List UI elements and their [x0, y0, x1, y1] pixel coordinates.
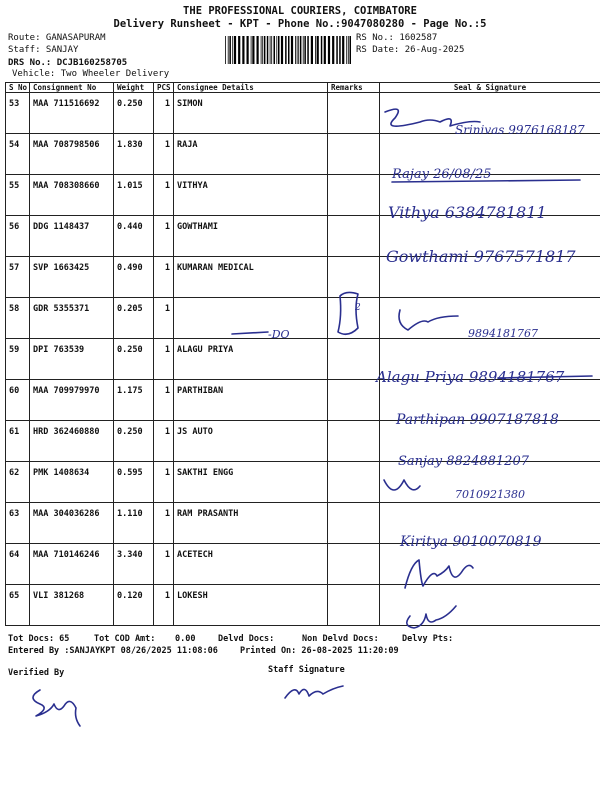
row-consignment-no: HRD 362460880 — [30, 421, 114, 462]
svg-text:Rajay 26/08/25: Rajay 26/08/25 — [392, 167, 492, 182]
row-consignee: ACETECH — [174, 544, 328, 585]
row-weight: 3.340 — [114, 544, 154, 585]
row-sno: 55 — [6, 175, 30, 216]
row-sno: 63 — [6, 503, 30, 544]
delivery-points: Delvy Pts: — [402, 634, 454, 644]
non-delivered-docs: Non Delvd Docs: — [302, 634, 379, 644]
printed-on: Printed On: 26-08-2025 11:20:09 — [240, 646, 399, 656]
row-pcs: 1 — [154, 175, 174, 216]
col-remarks: Remarks — [328, 83, 380, 93]
verified-by-signature — [33, 690, 80, 726]
row-sno: 54 — [6, 134, 30, 175]
signature-row-60 — [395, 412, 559, 428]
row-sno: 60 — [6, 380, 30, 421]
row-consignee: RAM PRASANTH — [174, 503, 328, 544]
svg-text:7010921380: 7010921380 — [455, 488, 525, 501]
row-consignee: VITHYA — [174, 175, 328, 216]
staff-label: Staff: SANJAY — [8, 45, 79, 55]
row-weight: 0.595 — [114, 462, 154, 503]
row-consignee: KUMARAN MEDICAL — [174, 257, 328, 298]
rs-date: RS Date: 26-Aug-2025 — [356, 45, 465, 55]
row-weight: 1.830 — [114, 134, 154, 175]
delivered-docs: Delvd Docs: — [218, 634, 275, 644]
col-pcs: PCS — [154, 83, 174, 93]
col-weight: Weight — [114, 83, 154, 93]
svg-text:Parthipan 9907187818: Parthipan 9907187818 — [396, 412, 559, 428]
row-sno: 61 — [6, 421, 30, 462]
row-pcs: 1 — [154, 339, 174, 380]
staff-signature-label: Staff Signature — [268, 665, 345, 675]
total-cod-label: Tot COD Amt: — [94, 634, 156, 644]
row-pcs: 1 — [154, 585, 174, 626]
signature-row-65 — [407, 606, 456, 628]
row-weight: 1.110 — [114, 503, 154, 544]
runsheet-subtitle: Delivery Runsheet - KPT - Phone No.:9047080280 - Page No.:5 — [113, 18, 487, 30]
row-consignment-no: VLI 381268 — [30, 585, 114, 626]
rs-number: RS No.: 1602587 — [356, 33, 438, 43]
row-weight: 1.015 — [114, 175, 154, 216]
row-consignee: ALAGU PRIYA — [174, 339, 328, 380]
row-consignee: PARTHIBAN — [174, 380, 328, 421]
row-consignment-no: MAA 711516692 — [30, 93, 114, 134]
row-sno: 62 — [6, 462, 30, 503]
svg-text:Alagu Priya 9894181767: Alagu Priya 9894181767 — [376, 368, 565, 386]
signature-row-55 — [388, 203, 547, 222]
total-cod-value: 0.00 — [175, 634, 196, 644]
row-sno: 59 — [6, 339, 30, 380]
row-weight: 0.250 — [114, 93, 154, 134]
signature-row-58 — [399, 310, 538, 340]
row-weight: 0.120 — [114, 585, 154, 626]
row-sno: 53 — [6, 93, 30, 134]
row-sno: 58 — [6, 298, 30, 339]
vehicle-label: Vehicle: Two Wheeler Delivery — [12, 69, 170, 79]
row-sno: 64 — [6, 544, 30, 585]
row-consignment-no: MAA 709979970 — [30, 380, 114, 421]
row-pcs: 1 — [154, 257, 174, 298]
signature-row-56 — [386, 247, 576, 266]
row-consignment-no: MAA 708798506 — [30, 134, 114, 175]
route-label: Route: GANASAPURAM — [8, 33, 106, 43]
signature-row-53 — [385, 109, 585, 137]
verified-by-label: Verified By — [8, 668, 65, 678]
signature-row-59 — [374, 368, 592, 386]
svg-text:-DO: -DO — [268, 328, 290, 341]
svg-text:9894181767: 9894181767 — [468, 327, 538, 340]
signature-row-61 — [398, 454, 530, 469]
row-consignment-no: GDR 5355371 — [30, 298, 114, 339]
row-consignee: RAJA — [174, 134, 328, 175]
svg-text:Sanjay 8824881207: Sanjay 8824881207 — [398, 454, 529, 469]
signature-row-62 — [384, 480, 525, 501]
svg-text:2: 2 — [355, 303, 361, 313]
row-pcs: 1 — [154, 93, 174, 134]
signature-row-63 — [399, 534, 542, 550]
row-pcs: 1 — [154, 298, 174, 339]
row-weight: 0.250 — [114, 339, 154, 380]
svg-text:Srinivas 9976168187: Srinivas 9976168187 — [455, 123, 585, 137]
stamp-mark-57-58 — [338, 292, 361, 334]
row-pcs: 1 — [154, 134, 174, 175]
row-pcs: 1 — [154, 503, 174, 544]
remark-row-58 — [232, 328, 290, 341]
signature-row-54 — [391, 167, 580, 182]
row-consignment-no: PMK 1408634 — [30, 462, 114, 503]
row-pcs: 1 — [154, 462, 174, 503]
col-consignment: Consignment No — [30, 83, 114, 93]
row-weight: 0.440 — [114, 216, 154, 257]
row-consignment-no: MAA 304036286 — [30, 503, 114, 544]
svg-text:Kiritya 9010070819: Kiritya 9010070819 — [400, 534, 542, 550]
row-pcs: 1 — [154, 216, 174, 257]
col-consignee: Consignee Details — [174, 83, 328, 93]
entered-by: Entered By :SANJAYKPT 08/26/2025 11:08:06 — [8, 646, 218, 656]
row-consignment-no: DPI 763539 — [30, 339, 114, 380]
row-weight: 1.175 — [114, 380, 154, 421]
company-title: THE PROFESSIONAL COURIERS, COIMBATORE — [183, 5, 417, 17]
row-consignee: GOWTHAMI — [174, 216, 328, 257]
row-pcs: 1 — [154, 544, 174, 585]
col-sno: S No — [6, 83, 30, 93]
signature-row-64 — [405, 560, 473, 588]
svg-text:Gowthami 9767571817: Gowthami 9767571817 — [386, 247, 576, 266]
col-seal-signature: Seal & Signature — [380, 83, 600, 93]
row-consignment-no: SVP 1663425 — [30, 257, 114, 298]
row-weight: 0.250 — [114, 421, 154, 462]
svg-text:Vithya 6384781811: Vithya 6384781811 — [388, 203, 547, 222]
row-weight: 0.205 — [114, 298, 154, 339]
row-consignee: SIMON — [174, 93, 328, 134]
row-consignee: LOKESH — [174, 585, 328, 626]
row-consignment-no: MAA 708308660 — [30, 175, 114, 216]
row-weight: 0.490 — [114, 257, 154, 298]
total-docs: Tot Docs: 65 — [8, 634, 70, 644]
row-sno: 65 — [6, 585, 30, 626]
staff-signature-mark — [285, 686, 343, 698]
drs-number: DRS No.: DCJB160258705 — [8, 58, 128, 68]
row-consignee: JS AUTO — [174, 421, 328, 462]
row-sno: 56 — [6, 216, 30, 257]
row-consignee: SAKTHI ENGG — [174, 462, 328, 503]
row-sno: 57 — [6, 257, 30, 298]
row-consignment-no: DDG 1148437 — [30, 216, 114, 257]
row-consignment-no: MAA 710146246 — [30, 544, 114, 585]
row-pcs: 1 — [154, 380, 174, 421]
row-pcs: 1 — [154, 421, 174, 462]
